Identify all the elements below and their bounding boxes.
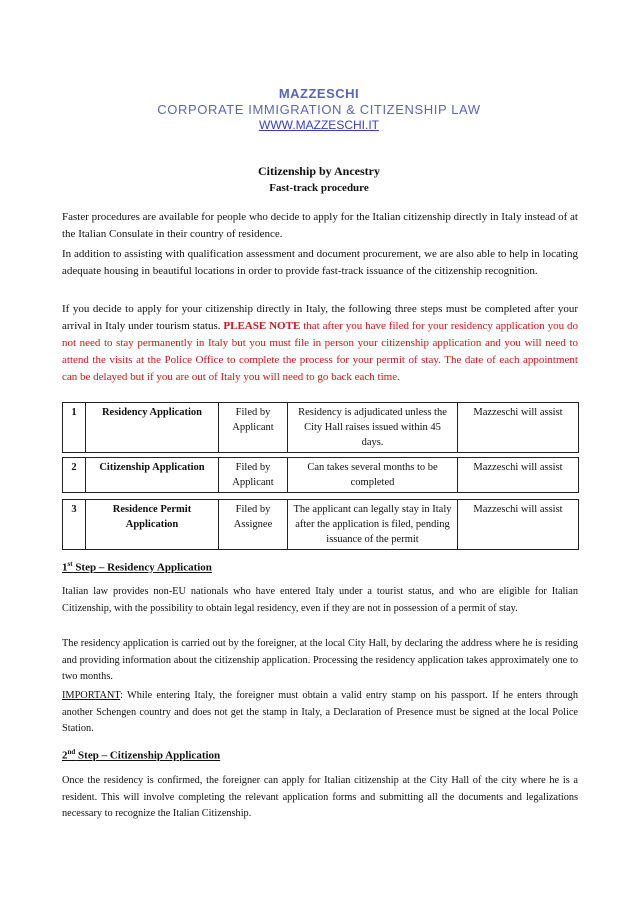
step2-heading-number: 2: [62, 749, 68, 762]
logo-website-link[interactable]: WWW.MAZZESCHI.IT: [259, 118, 379, 132]
step-table-2: [62, 457, 579, 493]
intro-paragraph-3-text: If you decide to apply for your citizenship directly in Italy, the following three steps must be completed after your arrival in Italy under tourism status.: [62, 303, 578, 332]
firm-logo: [0, 86, 638, 132]
step-description: Can takes several months to be completed: [288, 458, 458, 493]
intro-paragraph-1: Faster procedures are available for people who decide to apply for the Italian citizenship directly in Italy instead of at the Italian Consulate in their country of residence.: [62, 211, 578, 240]
step-assist: Mazzeschi will assist: [458, 458, 579, 493]
step1-heading-number: 1: [62, 561, 68, 574]
table-row: [63, 500, 579, 550]
step-number: 3: [63, 500, 86, 550]
step1-paragraph-3: [62, 688, 578, 738]
step2-heading-text: Step – Citizenship Application: [75, 749, 221, 762]
step1-paragraph-1: Italian law provides non-EU nationals who have entered Italy under a tourist status, and who are eligible for Italian Citizenship, with the possibility to obtain legal residency, even if they are not in possession of a permit of stay.: [62, 586, 578, 614]
step2-heading: [62, 748, 220, 762]
step2-heading-suffix: nd: [67, 748, 76, 756]
document-title: Citizenship by Ancestry: [257, 164, 380, 178]
step-description: The applicant can legally stay in Italy after the application is filed, pending issuance of the permit: [288, 500, 458, 550]
step-assist: Mazzeschi will assist: [458, 500, 579, 550]
step-table-1: [62, 402, 579, 453]
table-row: [63, 458, 579, 493]
important-text: : While entering Italy, the foreigner must obtain a valid entry stamp on his passport. If he enters through another Schengen country and does not get the stamp in Italy, a Declaration of Presence must be signed at the local Police Station.: [62, 690, 578, 734]
step1-paragraph-2: The residency application is carried out by the foreigner, at the local City Hall, by declaring the address where he is residing and providing information about the citizenship application. Processing the residency application takes approximately one to two months.: [62, 638, 578, 682]
step-description: Residency is adjudicated unless the City Hall raises issued within 45 days.: [288, 403, 458, 453]
step-filed-by: Filed by Applicant: [219, 458, 288, 493]
logo-tagline: CORPORATE IMMIGRATION & CITIZENSHIP LAW: [157, 102, 481, 117]
step-number: 2: [63, 458, 86, 493]
step-number: 1: [63, 403, 86, 453]
step-filed-by: Filed by Applicant: [219, 403, 288, 453]
step-filed-by: Filed by Assignee: [219, 500, 288, 550]
step1-heading-text: Step – Residency Application: [72, 561, 212, 574]
intro-paragraph-3: [62, 301, 578, 386]
table-row: [63, 403, 579, 453]
please-note-label: PLEASE NOTE: [223, 320, 301, 332]
intro-paragraph-2: In addition to assisting with qualification assessment and document procurement, we are also able to help in locating adequate housing in beautiful locations in order to provide fast-track issuance of the citizenship recognition.: [62, 248, 578, 277]
document-subtitle: Fast-track procedure: [269, 182, 369, 194]
logo-firm-name: MAZZESCHI: [278, 86, 360, 101]
step1-heading-suffix: st: [67, 560, 73, 568]
step1-heading: [62, 560, 212, 574]
step-assist: Mazzeschi will assist: [458, 403, 579, 453]
step-name: Citizenship Application: [86, 458, 219, 493]
step-table-3: [62, 499, 579, 550]
step2-paragraph-1: Once the residency is confirmed, the foreigner can apply for Italian citizenship at the City Hall of the city where he is a resident. This will involve completing the relevant application forms and submitting all the documents and legalizations necessary to recognize the Italian Citizenship.: [62, 775, 578, 819]
please-note-text: that after you have filed for your residency application you do not need to stay permanently in Italy but you must file in person your citizenship application and you will need to attend the visits at the Police Office to complete the process for your permit of stay. The date of each appointment can be delayed but if you are out of Italy you will need to go back each time.: [62, 320, 578, 383]
step-name: Residence Permit Application: [86, 500, 219, 550]
step-name: Residency Application: [86, 403, 219, 453]
important-label: IMPORTANT: [62, 690, 121, 701]
